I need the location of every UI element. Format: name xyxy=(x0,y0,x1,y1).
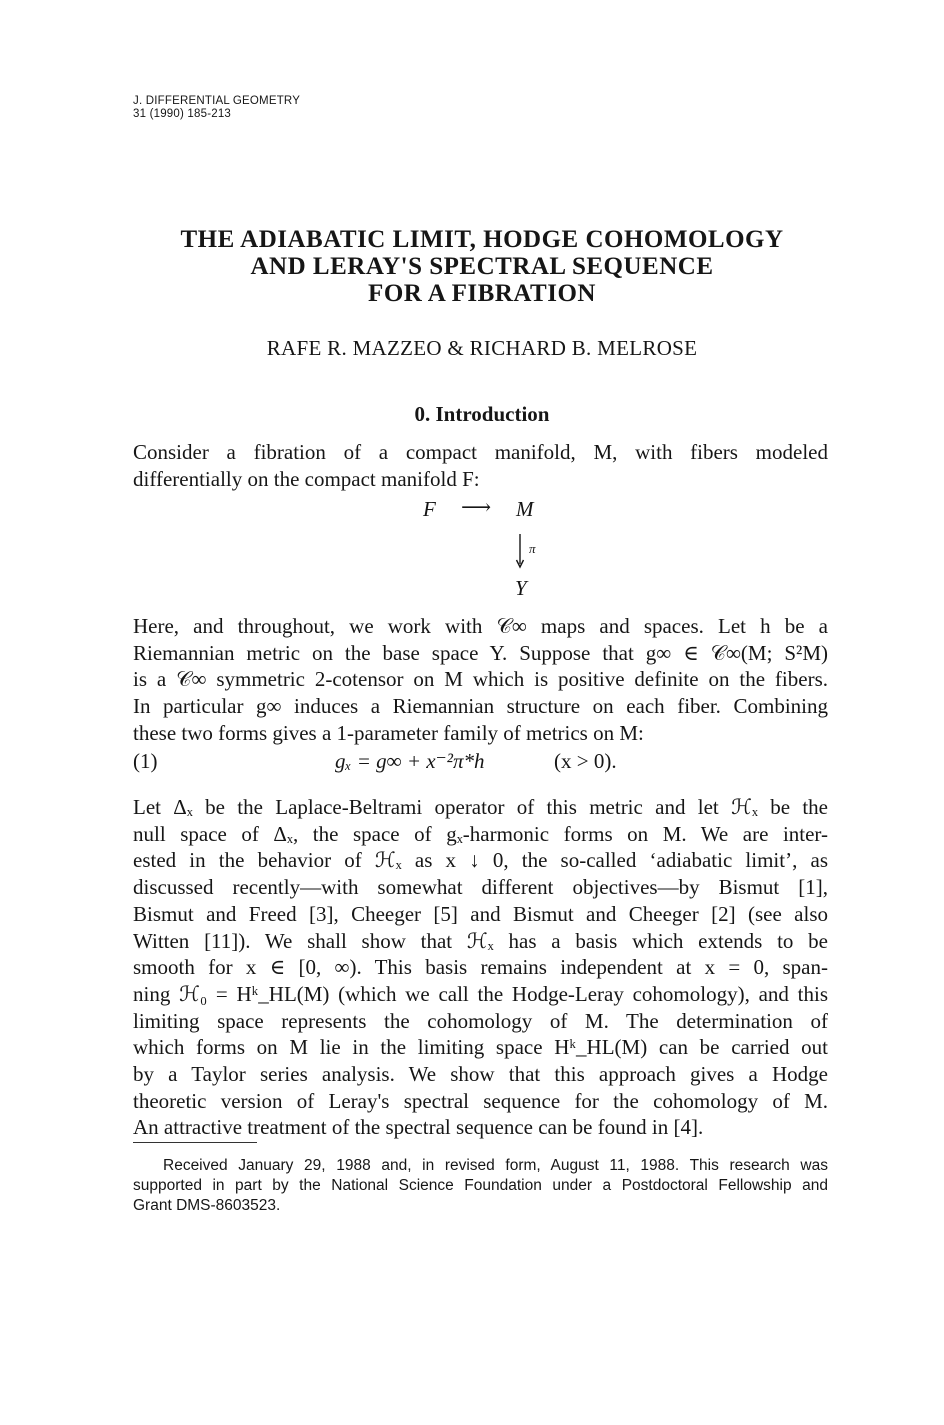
text-line: ested in the behavior of ℋₓ as x ↓ 0, the so-called ‘adiabatic limit’, as xyxy=(133,848,828,873)
text-line: smooth for x ∈ [0, ∞). This basis remains independent at x = 0, span- xyxy=(133,955,828,980)
text-line: theoretic version of Leray's spectral sequence for the cohomology of M. xyxy=(133,1088,828,1113)
text-line: these two forms gives a 1-parameter family of metrics on M: xyxy=(133,720,644,745)
equation-formula: gₓ = g∞ + x⁻²π*h xyxy=(335,749,485,773)
text-line: null space of Δₓ, the space of gₓ-harmonic forms on M. We are inter- xyxy=(133,821,828,846)
journal-header xyxy=(133,95,300,121)
equation-number: (1) xyxy=(133,749,158,773)
text-line: ning ℋ₀ = Hᵏ_HL(M) (which we call the Hodge-Leray cohomology), and this xyxy=(133,981,828,1006)
footnote xyxy=(133,1156,828,1216)
text-line: Let Δₓ be the Laplace-Beltrami operator of this metric and let ℋₓ be the xyxy=(133,795,828,819)
paragraph-3 xyxy=(133,794,828,1141)
text-line: differentially on the compact manifold F: xyxy=(133,466,480,491)
text-line: An attractive treatment of the spectral sequence can be found in [4]. xyxy=(133,1115,704,1140)
paper-title xyxy=(120,226,844,307)
footnote-line: Grant DMS-8603523. xyxy=(133,1197,281,1214)
intro-paragraph xyxy=(133,439,828,492)
text-line: discussed recently—with somewhat different objectives—by Bismut [1], xyxy=(133,875,828,900)
text-line: Consider a fibration of a compact manifold, M, with fibers modeled xyxy=(133,440,828,464)
diagram-arrow: ⟶ xyxy=(461,495,492,519)
text-line: In particular g∞ induces a Riemannian structure on each fiber. Combining xyxy=(133,694,828,719)
text-line: limiting space represents the cohomology of M. The determination of xyxy=(133,1008,828,1033)
authors: RAFE R. MAZZEO & RICHARD B. MELROSE xyxy=(266,336,698,360)
diagram-down-arrow-icon xyxy=(512,532,528,570)
footnote-rule xyxy=(133,1142,257,1143)
paragraph-2 xyxy=(133,613,828,747)
text-line: Riemannian metric on the base space Y. Suppose that g∞ ∈ 𝒞∞(M; S²M) xyxy=(133,640,828,665)
journal-volume-pages: 31 (1990) 185-213 xyxy=(133,108,232,120)
text-line: by a Taylor series analysis. We show that this approach gives a Hodge xyxy=(133,1062,828,1087)
equation-condition: (x > 0). xyxy=(554,749,617,773)
journal-name: J. DIFFERENTIAL GEOMETRY xyxy=(133,95,301,107)
text-line: is a 𝒞∞ symmetric 2-cotensor on M which is positive definite on the fibers. xyxy=(133,667,828,692)
text-line: which forms on M lie in the limiting space Hᵏ_HL(M) can be carried out xyxy=(133,1035,828,1060)
title-line: THE ADIABATIC LIMIT, HODGE COHOMOLOGY xyxy=(180,226,784,253)
text-line: Witten [11]). We shall show that ℋₓ has a basis which extends to be xyxy=(133,928,828,953)
section-heading: 0. Introduction xyxy=(414,402,550,426)
footnote-line: supported in part by the National Science Foundation under a Postdoctoral Fellowship and xyxy=(133,1177,828,1194)
diagram-map-label: π xyxy=(529,541,536,556)
text-line: Here, and throughout, we work with 𝒞∞ maps and spaces. Let h be a xyxy=(133,614,828,638)
title-line: FOR A FIBRATION xyxy=(368,280,596,307)
title-line: AND LERAY'S SPECTRAL SEQUENCE xyxy=(250,253,714,280)
diagram-total-space: M xyxy=(516,497,534,521)
text-line: Bismut and Freed [3], Cheeger [5] and Bismut and Cheeger [2] (see also xyxy=(133,901,828,926)
footnote-line: Received January 29, 1988 and, in revised form, August 11, 1988. This research was xyxy=(163,1157,828,1174)
diagram-base: Y xyxy=(515,576,527,600)
diagram-fiber: F xyxy=(423,497,436,521)
